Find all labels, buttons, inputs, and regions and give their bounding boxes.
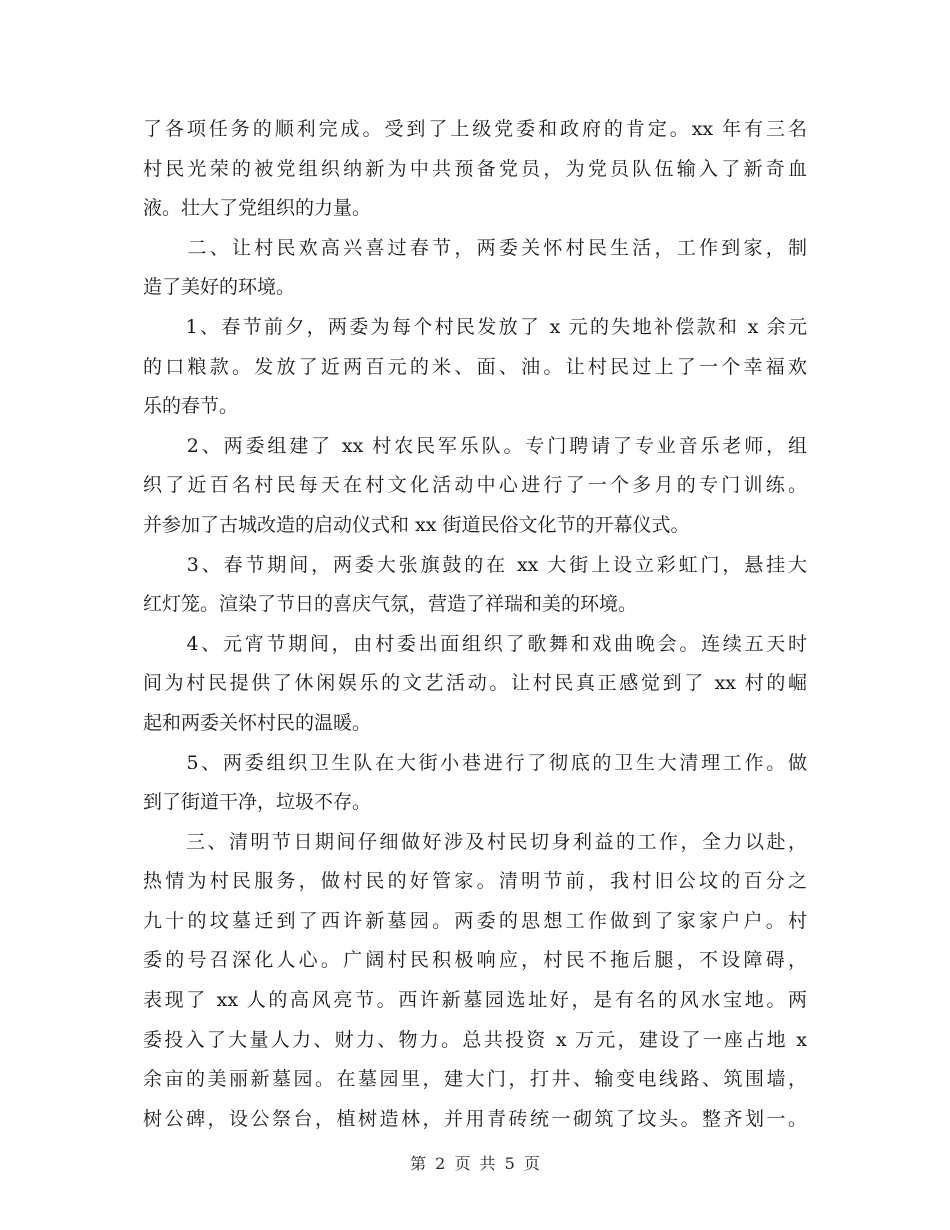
text-line: 委的号召深化人心。广阔村民积极响应，村民不拖后腿，不设障碍， [143,949,807,972]
text-line: 并参加了古城改造的启动仪式和 xx 街道民俗文化节的开幕仪式。 [143,513,690,536]
text-line: 委投入了大量人力、财力、物力。总共投资 x 万元，建设了一座占地 x [143,1028,807,1051]
text-line: 织了近百名村民每天在村文化活动中心进行了一个多月的专门训练。 [143,474,807,497]
text-line: 九十的坟墓迁到了西许新墓园。两委的思想工作做到了家家户户。村 [143,909,807,932]
text-line: 4、元宵节期间，由村委出面组织了歌舞和戏曲晚会。连续五天时 [143,632,807,655]
text-line: 二、让村民欢高兴喜过春节，两委关怀村民生活，工作到家，制 [143,236,807,259]
text-line: 树公碑，设公祭台，植树造林，并用青砖统一砌筑了坟头。整齐划一。 [143,1107,807,1130]
text-line: 表现了 xx 人的高风亮节。西许新墓园选址好，是有名的风水宝地。两 [143,989,807,1012]
text-line: 了各项任务的顺利完成。受到了上级党委和政府的肯定。xx 年有三名 [143,118,807,140]
text-line: 红灯笼。渲染了节日的喜庆气氛，营造了祥瑞和美的环境。 [143,593,638,616]
text-line: 村民光荣的被党组织纳新为中共预备党员，为党员队伍输入了新奇血 [143,157,807,180]
text-line: 2、两委组建了 xx 村农民军乐队。专门聘请了专业音乐老师，组 [143,434,807,457]
text-line: 乐的春节。 [143,395,239,418]
text-line: 的口粮款。发放了近两百元的米、面、油。让村民过上了一个幸福欢 [143,355,807,378]
text-line: 液。壮大了党组织的力量。 [143,197,372,220]
text-line: 到了街道干净，垃圾不存。 [143,791,372,814]
text-line: 1、春节前夕，两委为每个村民发放了 x 元的失地补偿款和 x 余元 [143,315,807,338]
text-line: 热情为村民服务，做村民的好管家。清明节前，我村旧公坟的百分之 [143,870,807,893]
text-line: 起和两委关怀村民的温暖。 [143,711,372,734]
text-line: 造了美好的环境。 [143,276,296,299]
text-line: 间为村民提供了休闲娱乐的文艺活动。让村民真正感觉到了 xx 村的崛 [143,672,807,695]
text-line: 三、清明节日期间仔细做好涉及村民切身利益的工作，全力以赴， [143,830,807,853]
text-line: 3、春节期间，两委大张旗鼓的在 xx 大街上设立彩虹门，悬挂大 [143,553,807,576]
page-number-footer: 第 2 页 共 5 页 [410,1154,540,1173]
text-line: 5、两委组织卫生队在大街小巷进行了彻底的卫生大清理工作。做 [143,751,807,774]
text-line: 余亩的美丽新墓园。在墓园里，建大门，打井、输变电线路、筑围墙， [143,1068,807,1091]
document-body [143,110,807,1139]
